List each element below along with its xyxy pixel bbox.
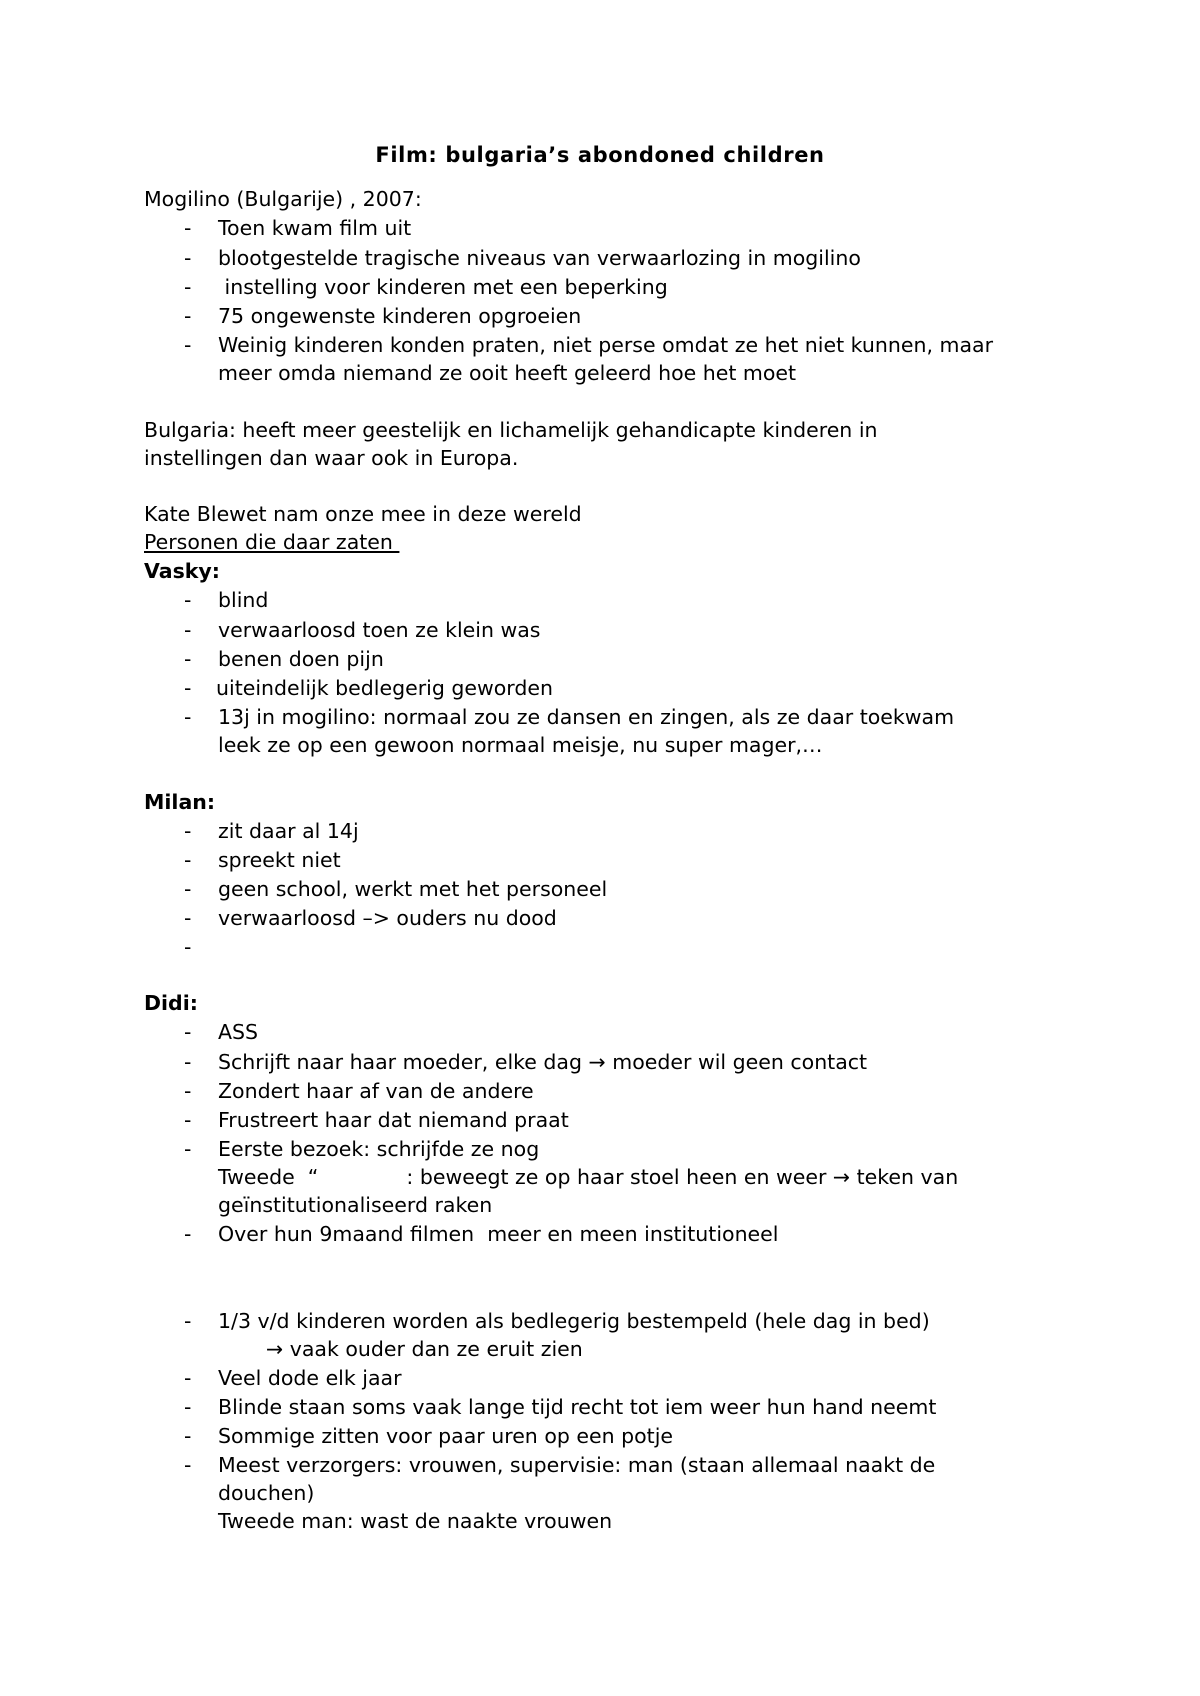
person-heading-milan: Milan: — [144, 790, 216, 814]
list-item: 75 ongewenste kinderen opgroeien — [218, 304, 582, 328]
list-item: Blinde staan soms vaak lange tijd recht tot iem weer hun hand neemt — [218, 1395, 937, 1419]
bullet-marker: - — [184, 588, 192, 612]
bullet-marker: - — [184, 1137, 192, 1161]
paragraph-line: instellingen dan waar ook in Europa. — [144, 446, 519, 470]
list-item-text: teken van — [856, 1165, 959, 1189]
bullet-marker: - — [184, 906, 192, 930]
list-item: Sommige zitten voor paar uren op een potje — [218, 1424, 674, 1448]
arrow-icon: → — [588, 1050, 606, 1074]
list-item-continuation: leek ze op een gewoon normaal meisje, nu super mager,… — [218, 733, 823, 757]
bullet-marker: - — [184, 618, 192, 642]
bullet-marker: - — [184, 304, 192, 328]
bullet-marker: - — [184, 216, 192, 240]
paragraph-line: Kate Blewet nam onze mee in deze wereld — [144, 502, 582, 526]
list-item: 13j in mogilino: normaal zou ze dansen en zingen, als ze daar toekwam — [218, 705, 955, 729]
list-item: Eerste bezoek: schrijfde ze nog — [218, 1137, 540, 1161]
list-item: Veel dode elk jaar — [218, 1366, 402, 1390]
list-item: Meest verzorgers: vrouwen, supervisie: man (staan allemaal naakt de — [218, 1453, 936, 1477]
list-item: ASS — [218, 1020, 259, 1044]
list-item-continuation: meer omda niemand ze ooit heeft geleerd hoe het moet — [218, 361, 797, 385]
bullet-marker: - — [184, 333, 192, 357]
list-item-continuation: douchen) — [218, 1481, 315, 1505]
list-item-text: : beweegt ze op haar stoel heen en weer — [406, 1165, 827, 1189]
list-item: Over hun 9maand filmen meer en meen institutioneel — [218, 1222, 779, 1246]
bullet-marker: - — [184, 1395, 192, 1419]
list-item-text: Tweede “ — [218, 1165, 319, 1189]
list-item: Weinig kinderen konden praten, niet perse omdat ze het niet kunnen, maar — [218, 333, 994, 357]
list-item: Frustreert haar dat niemand praat — [218, 1108, 569, 1132]
bullet-marker: - — [184, 676, 192, 700]
bullet-marker: - — [184, 1108, 192, 1132]
arrow-icon: → — [266, 1337, 284, 1361]
list-item-text: Schrijft naar haar moeder, elke dag — [218, 1050, 583, 1074]
bullet-marker: - — [184, 848, 192, 872]
list-item: benen doen pijn — [218, 647, 384, 671]
document-title: Film: bulgaria’s abondoned children — [375, 143, 825, 167]
list-item: uiteindelijk bedlegerig geworden — [216, 676, 553, 700]
bullet-marker: - — [184, 1424, 192, 1448]
list-item: geen school, werkt met het personeel — [218, 877, 608, 901]
list-item-text: vaak ouder dan ze eruit zien — [289, 1337, 583, 1361]
bullet-marker: - — [184, 1079, 192, 1103]
list-item-subline — [266, 1339, 583, 1360]
list-item: instelling voor kinderen met een beperking — [218, 275, 668, 299]
list-item: blootgestelde tragische niveaus van verwaarlozing in mogilino — [218, 246, 861, 270]
list-item: verwaarloosd –> ouders nu dood — [218, 906, 557, 930]
bullet-marker: - — [184, 1453, 192, 1477]
person-heading-vasky: Vasky: — [144, 559, 220, 583]
list-item: verwaarloosd toen ze klein was — [218, 618, 541, 642]
person-heading-didi: Didi: — [144, 991, 198, 1015]
list-item: blind — [218, 588, 269, 612]
list-item-continuation: Tweede man: wast de naakte vrouwen — [218, 1509, 613, 1533]
bullet-marker: - — [184, 1366, 192, 1390]
intro-heading: Mogilino (Bulgarije) , 2007: — [144, 187, 422, 211]
bullet-marker: - — [184, 1050, 192, 1074]
bullet-marker: - — [184, 275, 192, 299]
list-item: 1/3 v/d kinderen worden als bedlegerig bestempeld (hele dag in bed) — [218, 1309, 930, 1333]
list-item: zit daar al 14j — [218, 819, 359, 843]
list-item: Zondert haar af van de andere — [218, 1079, 534, 1103]
bullet-marker: - — [184, 935, 192, 959]
list-item: spreekt niet — [218, 848, 341, 872]
list-item-continuation: geïnstitutionaliseerd raken — [218, 1193, 493, 1217]
bullet-marker: - — [184, 877, 192, 901]
bullet-marker: - — [184, 246, 192, 270]
list-item-text: moeder wil geen contact — [612, 1050, 868, 1074]
list-item-continuation — [218, 1167, 958, 1188]
arrow-icon: → — [832, 1165, 851, 1189]
section-heading: Personen die daar zaten — [144, 530, 400, 554]
list-item: Toen kwam film uit — [218, 216, 412, 240]
bullet-marker: - — [184, 1222, 192, 1246]
bullet-marker: - — [184, 1309, 192, 1333]
bullet-marker: - — [184, 647, 192, 671]
bullet-marker: - — [184, 819, 192, 843]
bullet-marker: - — [184, 705, 192, 729]
bullet-marker: - — [184, 1020, 192, 1044]
paragraph-line: Bulgaria: heeft meer geestelijk en lichamelijk gehandicapte kinderen in — [144, 418, 878, 442]
list-item — [218, 1052, 867, 1073]
